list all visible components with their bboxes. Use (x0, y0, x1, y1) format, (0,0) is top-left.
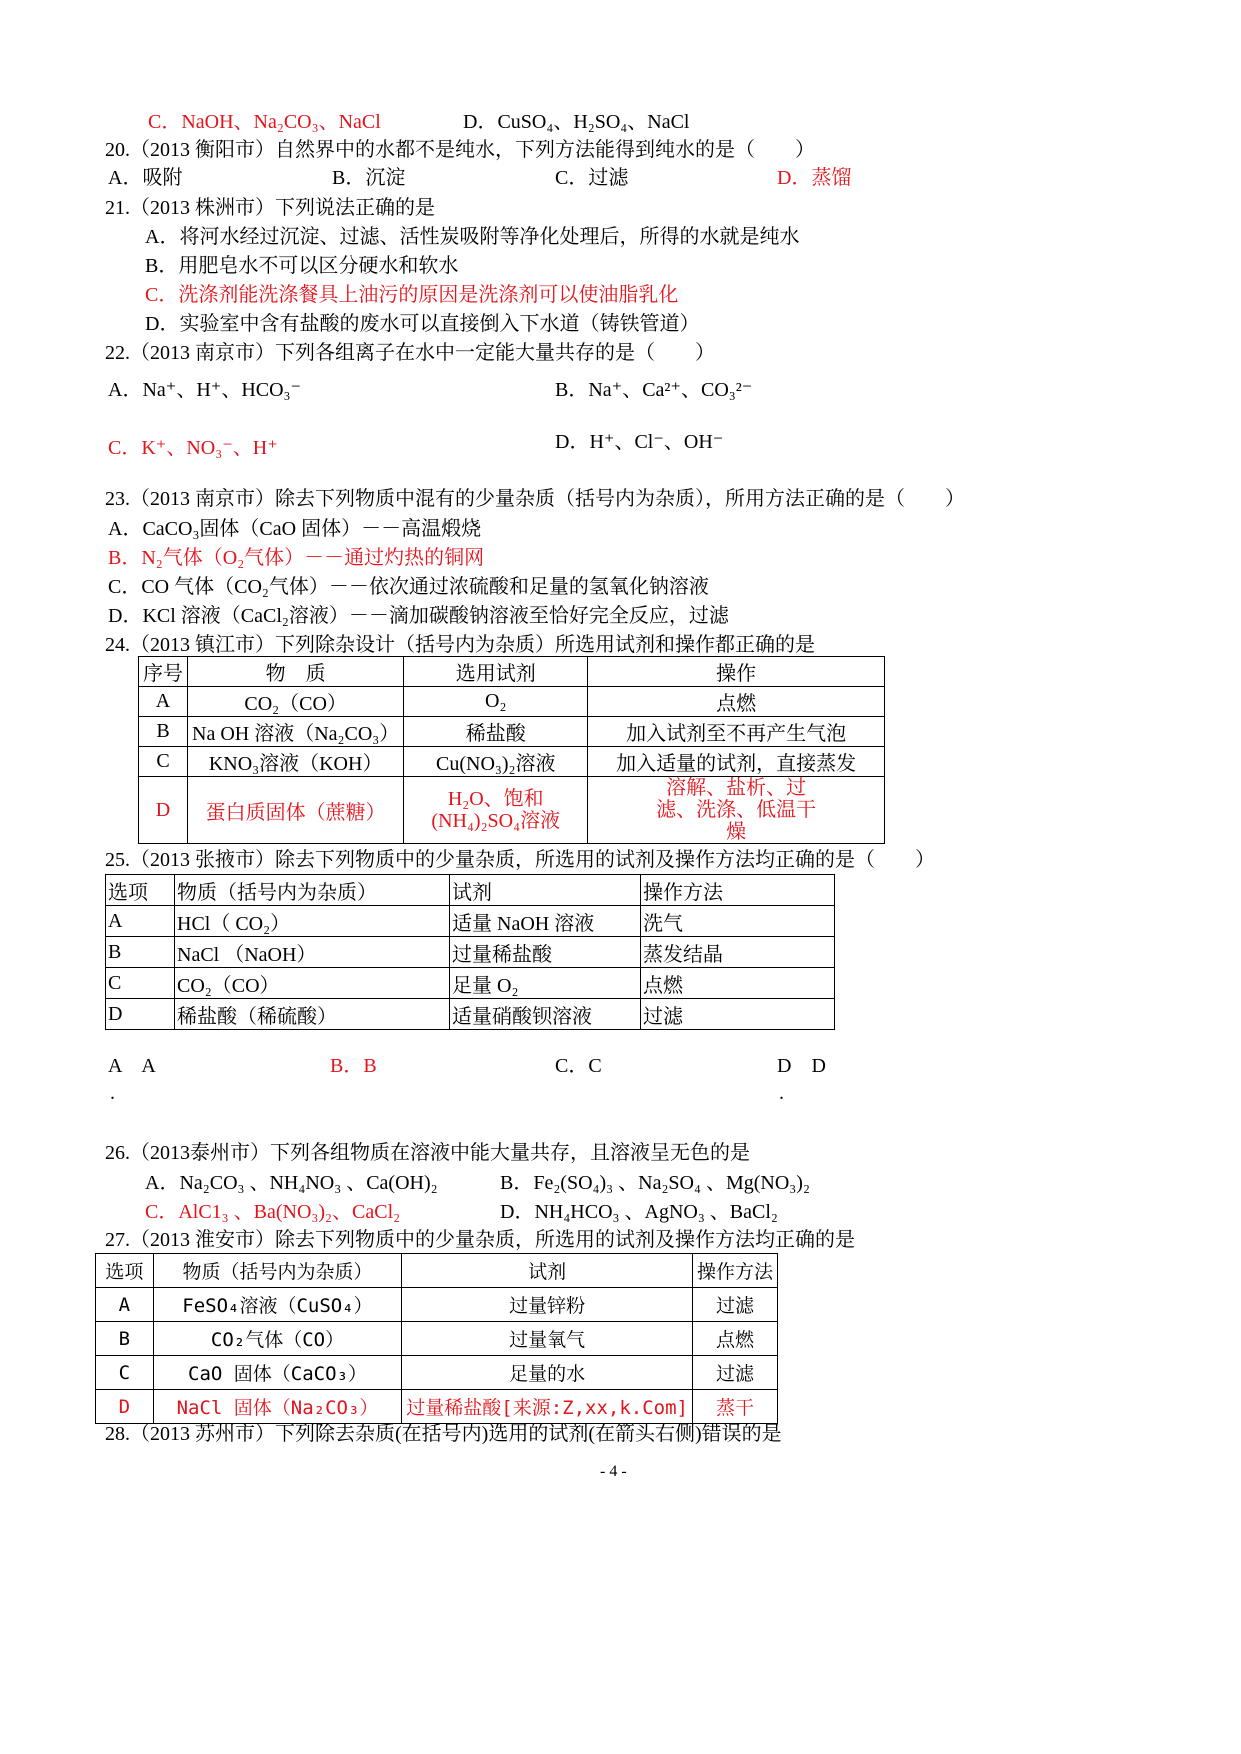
q25-option-d: D D (777, 1055, 826, 1077)
table-cell: NaCl （NaOH） (175, 937, 450, 968)
table-cell: CO₂气体（CO） (153, 1322, 402, 1356)
table-row (96, 1288, 778, 1322)
q21-option-a: A．将河水经过沉淀、过滤、活性炭吸附等净化处理后，所得的水就是纯水 (145, 226, 800, 248)
table-cell: B (139, 717, 188, 747)
table-header: 选用试剂 (404, 657, 588, 687)
table-header: 物质（括号内为杂质） (175, 875, 450, 906)
q22-option-c: C．K⁺、NO₃⁻、H⁺ (108, 437, 278, 459)
table-cell: Na OH 溶液（Na₂CO₃） (188, 717, 404, 747)
table-cell: 点燃 (692, 1322, 777, 1356)
table-cell: A (96, 1288, 154, 1322)
table-cell: 点燃 (641, 968, 835, 999)
table-header: 物质（括号内为杂质） (153, 1254, 402, 1288)
table-header: 操作 (588, 657, 885, 687)
table-cell: CaO 固体（CaCO₃） (153, 1356, 402, 1390)
table-cell: 过量锌粉 (402, 1288, 693, 1322)
table-cell: 适量硝酸钡溶液 (450, 999, 641, 1030)
table-cell: 蒸发结晶 (641, 937, 835, 968)
table-cell: D (96, 1390, 154, 1424)
page-number: - 4 - (600, 1463, 627, 1480)
q23-option-c: C．CO 气体（CO₂气体）－－依次通过浓硫酸和足量的氢氧化钠溶液 (108, 576, 709, 598)
q22-stem: 22.（2013 南京市）下列各组离子在水中一定能大量共存的是（ ） (105, 342, 715, 364)
table-header: 选项 (106, 875, 175, 906)
table-cell: A (139, 687, 188, 717)
table-cell: 过滤 (692, 1288, 777, 1322)
q26-option-d: D．NH₄HCO₃ 、AgNO₃ 、BaCl₂ (500, 1201, 778, 1223)
q20-option-a: A．吸附 (108, 167, 183, 189)
table-cell: C (106, 968, 175, 999)
q26-stem: 26.（2013泰州市）下列各组物质在溶液中能大量共存，且溶液呈无色的是 (105, 1142, 750, 1164)
q22-option-a: A．Na⁺、H⁺、HCO₃⁻ (108, 379, 302, 401)
table-cell: 过量稀盐酸 (450, 937, 641, 968)
q25-table (105, 874, 835, 1030)
table-cell: KNO₃溶液（KOH） (188, 747, 404, 777)
table-row (106, 968, 835, 999)
q20-option-b: B．沉淀 (332, 167, 406, 189)
q21-option-c: C．洗涤剂能洗涤餐具上油污的原因是洗涤剂可以使油脂乳化 (145, 284, 679, 306)
table-row (96, 1390, 778, 1424)
table-cell: D (106, 999, 175, 1030)
q26-option-a: A．Na₂CO₃ 、NH₄NO₃ 、Ca(OH)₂ (145, 1172, 438, 1194)
table-cell: 过滤 (641, 999, 835, 1030)
q23-option-d: D．KCl 溶液（CaCl₂溶液）－－滴加碳酸钠溶液至恰好完全反应，过滤 (108, 605, 729, 627)
q26-option-b: B．Fe₂(SO₄)₃ 、Na₂SO₄ 、Mg(NO₃)₂ (500, 1172, 810, 1194)
table-cell: A (106, 906, 175, 937)
table-header: 物 质 (188, 657, 404, 687)
table-cell: 过量稀盐酸[来源:Z,xx,k.Com] (402, 1390, 693, 1424)
table-row (106, 937, 835, 968)
q22-option-d: D．H⁺、Cl⁻、OH⁻ (555, 431, 724, 453)
table-cell: HCl（ CO₂） (175, 906, 450, 937)
table-header: 操作方法 (692, 1254, 777, 1288)
table-header: 试剂 (402, 1254, 693, 1288)
table-cell: CO₂（CO） (175, 968, 450, 999)
q25-option-b: B．B (330, 1055, 377, 1077)
table-cell: 足量 O₂ (450, 968, 641, 999)
table-cell: 过滤 (692, 1356, 777, 1390)
table-cell: 足量的水 (402, 1356, 693, 1390)
table-header: 选项 (96, 1254, 154, 1288)
q19-option-c: C．NaOH、Na₂CO₃、NaCl (148, 111, 381, 133)
q23-stem: 23.（2013 南京市）除去下列物质中混有的少量杂质（括号内为杂质），所用方法正确的是（ ） (105, 488, 965, 510)
q20-option-d: D．蒸馏 (777, 167, 852, 189)
q21-stem: 21.（2013 株洲市）下列说法正确的是 (105, 197, 435, 219)
table-cell: NaCl 固体（Na₂CO₃） (153, 1390, 402, 1424)
q25-stem: 25.（2013 张掖市）除去下列物质中的少量杂质，所选用的试剂及操作方法均正确的是（ ） (105, 849, 935, 871)
table-cell: C (139, 747, 188, 777)
q21-option-b: B．用肥皂水不可以区分硬水和软水 (145, 255, 459, 277)
q26-option-c: C．AlC1₃ 、Ba(NO₃)₂、CaCl₂ (145, 1201, 401, 1223)
q21-option-d: D．实验室中含有盐酸的废水可以直接倒入下水道（铸铁管道） (145, 313, 700, 335)
q23-option-a: A．CaCO₃固体（CaO 固体）－－高温煅烧 (108, 518, 482, 540)
table-row (139, 687, 885, 717)
table-cell: 适量 NaOH 溶液 (450, 906, 641, 937)
q25-option-c: C．C (555, 1055, 602, 1077)
q19-option-d: D．CuSO₄、H₂SO₄、NaCl (463, 111, 690, 133)
table-cell: 加入试剂至不再产生气泡 (588, 717, 885, 747)
table-cell: O₂ (404, 687, 588, 717)
table-cell: 加入适量的试剂，直接蒸发 (588, 747, 885, 777)
table-cell: B (96, 1322, 154, 1356)
table-cell: CO₂（CO） (188, 687, 404, 717)
table-cell: 稀盐酸 (404, 717, 588, 747)
q27-stem: 27.（2013 淮安市）除去下列物质中的少量杂质，所选用的试剂及操作方法均正确的是 (105, 1229, 855, 1251)
q24-table (138, 656, 885, 844)
table-row (139, 777, 885, 844)
table-cell: H₂O、饱和(NH₄)₂SO₄溶液 (404, 777, 588, 844)
q22-option-b: B．Na⁺、Ca²⁺、CO₃²⁻ (555, 379, 753, 401)
table-cell: 蒸干 (692, 1390, 777, 1424)
q27-table (95, 1253, 778, 1424)
table-cell: 溶解、盐析、过滤、洗涤、低温干燥 (588, 777, 885, 844)
table-row (96, 1356, 778, 1390)
table-row (106, 999, 835, 1030)
table-cell: Cu(NO₃)₂溶液 (404, 747, 588, 777)
q20-option-c: C．过滤 (555, 167, 629, 189)
stray-dot: . (779, 1082, 784, 1104)
table-cell: 蛋白质固体（蔗糖） (188, 777, 404, 844)
q28-stem: 28.（2013 苏州市）下列除去杂质(在括号内)选用的试剂(在箭头右侧)错误的是 (105, 1423, 782, 1445)
table-cell: D (139, 777, 188, 844)
table-cell: 点燃 (588, 687, 885, 717)
table-row (139, 717, 885, 747)
table-header: 操作方法 (641, 875, 835, 906)
table-row (96, 1322, 778, 1356)
table-cell: 稀盐酸（稀硫酸） (175, 999, 450, 1030)
table-header: 试剂 (450, 875, 641, 906)
table-row (106, 906, 835, 937)
table-row (139, 747, 885, 777)
table-cell: 洗气 (641, 906, 835, 937)
table-cell: B (106, 937, 175, 968)
q23-option-b: B．N₂气体（O₂气体）－－通过灼热的铜网 (108, 547, 485, 569)
table-cell: C (96, 1356, 154, 1390)
table-cell: 过量氧气 (402, 1322, 693, 1356)
q25-option-a: A A (108, 1055, 156, 1077)
q24-stem: 24.（2013 镇江市）下列除杂设计（括号内为杂质）所选用试剂和操作都正确的是 (105, 634, 815, 656)
table-cell: FeSO₄溶液（CuSO₄） (153, 1288, 402, 1322)
stray-dot: . (110, 1082, 115, 1104)
table-header: 序号 (139, 657, 188, 687)
q20-stem: 20.（2013 衡阳市）自然界中的水都不是纯水，下列方法能得到纯水的是（ ） (105, 139, 815, 161)
